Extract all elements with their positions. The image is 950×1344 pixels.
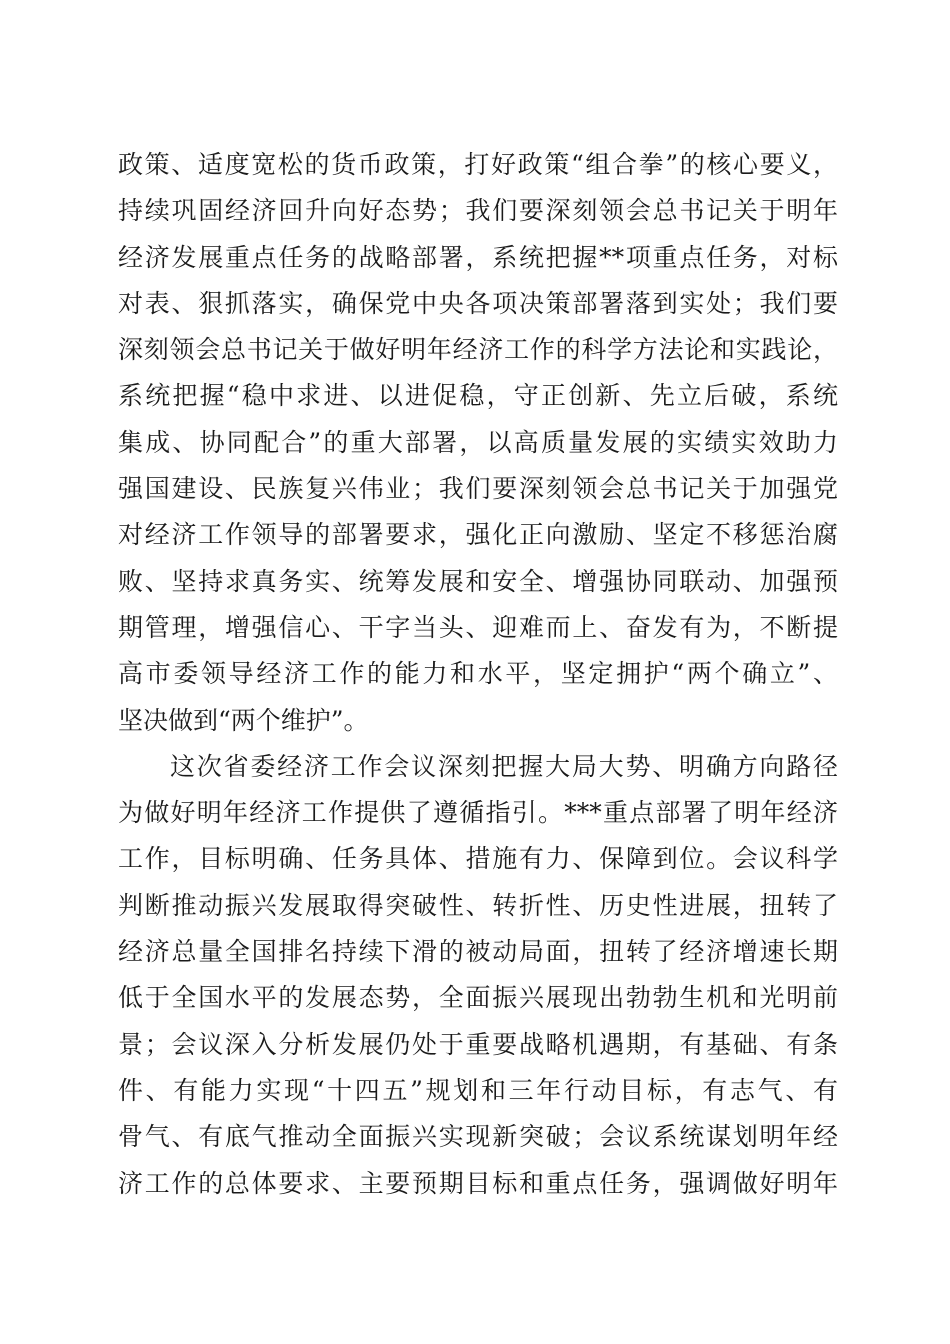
text-line: 深刻领会总书记关于做好明年经济工作的科学方法论和实践论， bbox=[118, 335, 838, 365]
text-line: 件、有能力实现“十四五”规划和三年行动目标，有志气、有 bbox=[118, 1075, 838, 1105]
text-line: 高市委领导经济工作的能力和水平，坚定拥护“两个确立”、 bbox=[118, 659, 838, 689]
text-line: 败、坚持求真务实、统筹发展和安全、增强协同联动、加强预 bbox=[118, 566, 838, 596]
text-line: 经济总量全国排名持续下滑的被动局面，扭转了经济增速长期 bbox=[118, 937, 838, 967]
text-line: 判断推动振兴发展取得突破性、转折性、历史性进展，扭转了 bbox=[118, 890, 838, 920]
text-line: 集成、协同配合”的重大部署，以高质量发展的实绩实效助力 bbox=[118, 427, 838, 457]
text-line: 经济发展重点任务的战略部署，系统把握**项重点任务，对标 bbox=[118, 242, 838, 272]
text-line: 为做好明年经济工作提供了遵循指引。***重点部署了明年经济 bbox=[118, 798, 838, 828]
text-line: 工作，目标明确、任务具体、措施有力、保障到位。会议科学 bbox=[118, 844, 838, 874]
text-line: 对表、狠抓落实，确保党中央各项决策部署落到实处；我们要 bbox=[118, 288, 838, 318]
text-line: 强国建设、民族复兴伟业；我们要深刻领会总书记关于加强党 bbox=[118, 474, 838, 504]
text-line: 对经济工作领导的部署要求，强化正向激励、坚定不移惩治腐 bbox=[118, 520, 838, 550]
paragraph-1 bbox=[118, 142, 838, 744]
paragraph-2 bbox=[118, 744, 838, 1207]
text-line: 期管理，增强信心、干字当头、迎难而上、奋发有为，不断提 bbox=[118, 612, 838, 642]
text-line: 骨气、有底气推动全面振兴实现新突破；会议系统谋划明年经 bbox=[118, 1122, 838, 1152]
text-line: 坚决做到“两个维护”。 bbox=[118, 705, 369, 735]
text-line: 这次省委经济工作会议深刻把握大局大势、明确方向路径 bbox=[170, 751, 838, 781]
text-line: 济工作的总体要求、主要预期目标和重点任务，强调做好明年 bbox=[118, 1168, 838, 1198]
text-line: 景；会议深入分析发展仍处于重要战略机遇期，有基础、有条 bbox=[118, 1029, 838, 1059]
text-line: 持续巩固经济回升向好态势；我们要深刻领会总书记关于明年 bbox=[118, 196, 838, 226]
text-line: 低于全国水平的发展态势，全面振兴展现出勃勃生机和光明前 bbox=[118, 983, 838, 1013]
text-line: 系统把握“稳中求进、以进促稳，守正创新、先立后破，系统 bbox=[118, 381, 838, 411]
text-line: 政策、适度宽松的货币政策，打好政策“组合拳”的核心要义， bbox=[118, 150, 838, 179]
document-body bbox=[118, 142, 838, 1207]
